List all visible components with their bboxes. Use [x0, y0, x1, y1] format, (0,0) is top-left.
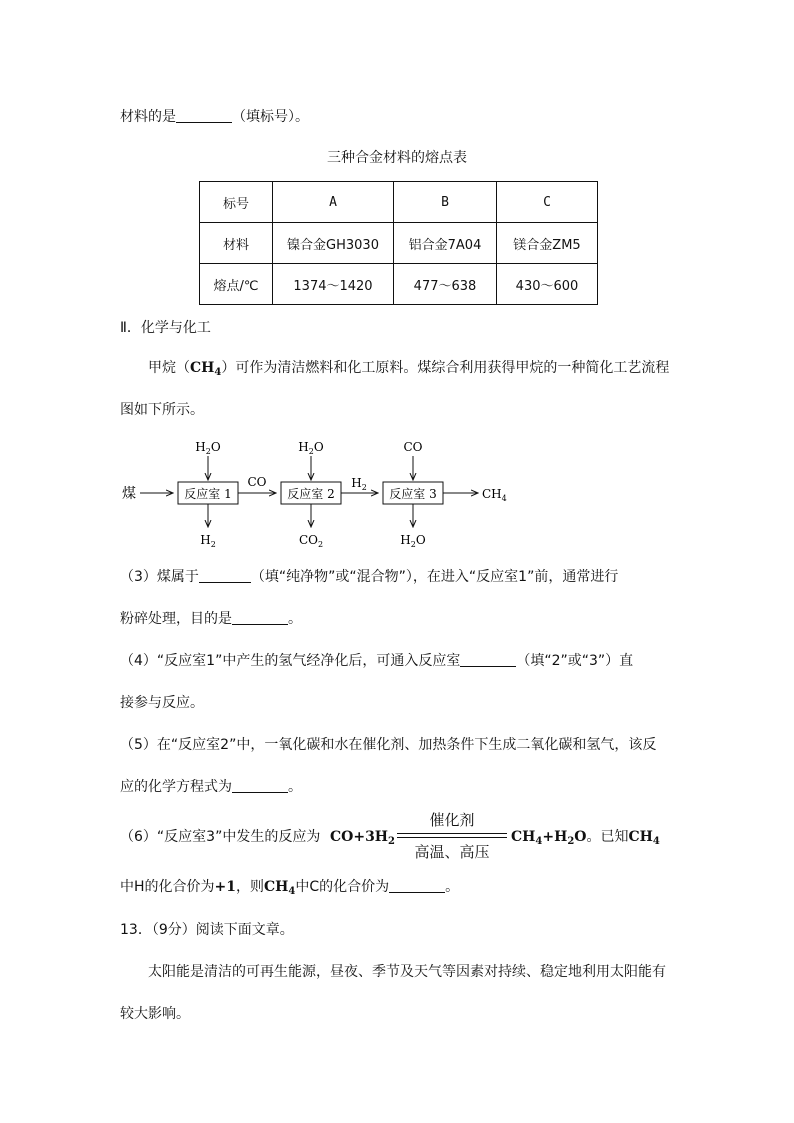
table-caption-text: 三种合金材料的熔点表	[327, 150, 467, 166]
co-label: CO	[247, 475, 267, 489]
top-input-1: $H_2O$	[195, 440, 221, 456]
conditions-label: 高温、高压	[414, 843, 490, 861]
q13-line1: 太阳能是清洁的可再生能源，昼夜、季节及天气等因素对持续、稳定地利用太阳能有	[148, 964, 666, 980]
answer-blank	[460, 652, 516, 667]
q4-text: （填“2”或“3”）直	[516, 653, 634, 669]
table-caption	[0, 148, 794, 168]
q6-left-side: $CO+3H_2$	[330, 829, 396, 847]
table-cell: C	[497, 182, 598, 223]
intro-text: 材料的是	[120, 109, 176, 125]
equation-bar	[397, 833, 507, 834]
top-input-2: $H_2O$	[298, 440, 324, 456]
q13-title: 13．（9分）阅读下面文章。	[120, 922, 294, 938]
bottom-output-3: $H_2O$	[400, 533, 426, 549]
formula-sub: 4	[214, 367, 222, 378]
coal-label: 煤	[122, 486, 136, 502]
row-header: 熔点/℃	[200, 264, 273, 305]
formula: CH	[190, 360, 215, 376]
ch4-label: $CH_4$	[482, 487, 507, 503]
table-cell: 477～638	[394, 264, 497, 305]
q3-line2	[120, 609, 302, 629]
table-cell: A	[273, 182, 394, 223]
table-cell: 1374～1420	[273, 264, 394, 305]
table-cell: 铝合金7A04	[394, 223, 497, 264]
reaction-room-3-label: 反应室 3	[389, 487, 437, 501]
q5-line1: （5）在“反应室2”中，一氧化碳和水在催化剂、加热条件下生成二氧化碳和氢气，该反	[120, 737, 657, 753]
row-header: 标号	[200, 182, 273, 223]
table-cell: 镍合金GH3030	[273, 223, 394, 264]
section-title: Ⅱ．化学与化工	[120, 320, 211, 336]
methane-para-line1	[148, 358, 669, 383]
q6-right-side: $CH_4+H_2O$。已知$CH_4$	[511, 829, 660, 847]
intro-line	[120, 107, 309, 127]
q3-text: （填“纯净物”或“混合物”），在进入“反应室1”前，通常进行	[250, 569, 619, 585]
top-input-3: CO	[403, 440, 423, 454]
h2-label: $H_2$	[351, 476, 367, 492]
answer-blank	[389, 878, 445, 893]
answer-blank	[232, 610, 288, 625]
q13-line2: 较大影响。	[120, 1006, 190, 1022]
answer-blank	[176, 108, 232, 123]
equation-bar	[397, 837, 507, 838]
table-row	[200, 223, 598, 264]
row-header: 材料	[200, 223, 273, 264]
q3-text: （3）煤属于	[120, 569, 199, 585]
intro-text-after: （填标号）。	[232, 109, 309, 125]
para-text: 甲烷（	[148, 360, 190, 376]
q3-text: 粉碎处理，目的是	[120, 611, 232, 627]
q3-text: 。	[288, 611, 302, 627]
q6-prefix: （6）“反应室3”中发生的反应为	[120, 829, 321, 845]
q4-line2: 接参与反应。	[120, 695, 204, 711]
reaction-room-1-label: 反应室 1	[184, 487, 232, 501]
para-text: ）可作为清洁燃料和化工原料。煤综合利用获得甲烷的一种简化工艺流程	[221, 360, 670, 376]
q4-line1	[120, 651, 633, 671]
q5-text: 。	[288, 779, 302, 795]
table-cell: 镁合金ZM5	[497, 223, 598, 264]
melting-point-table	[199, 181, 598, 305]
catalyst-label: 催化剂	[429, 811, 475, 829]
q5-text: 应的化学方程式为	[120, 779, 232, 795]
answer-blank	[232, 778, 288, 793]
table-row	[200, 264, 598, 305]
methane-para-line2: 图如下所示。	[120, 402, 204, 418]
q3-line1	[120, 567, 618, 587]
q4-text: （4）“反应室1”中产生的氢气经净化后，可通入反应室	[120, 653, 461, 669]
bottom-output-1: $H_2$	[200, 533, 216, 549]
bottom-output-2: $CO_2$	[298, 533, 324, 549]
answer-blank	[199, 568, 251, 583]
table-row	[200, 182, 598, 223]
table-cell: B	[394, 182, 497, 223]
process-flow-diagram	[116, 434, 516, 554]
reaction-room-2-label: 反应室 2	[287, 487, 335, 501]
q6-line2: 中H的化合价为+1，则$CH_4$中C的化合价为 。	[120, 879, 460, 897]
q5-line2	[120, 777, 302, 797]
table-cell: 430～600	[497, 264, 598, 305]
